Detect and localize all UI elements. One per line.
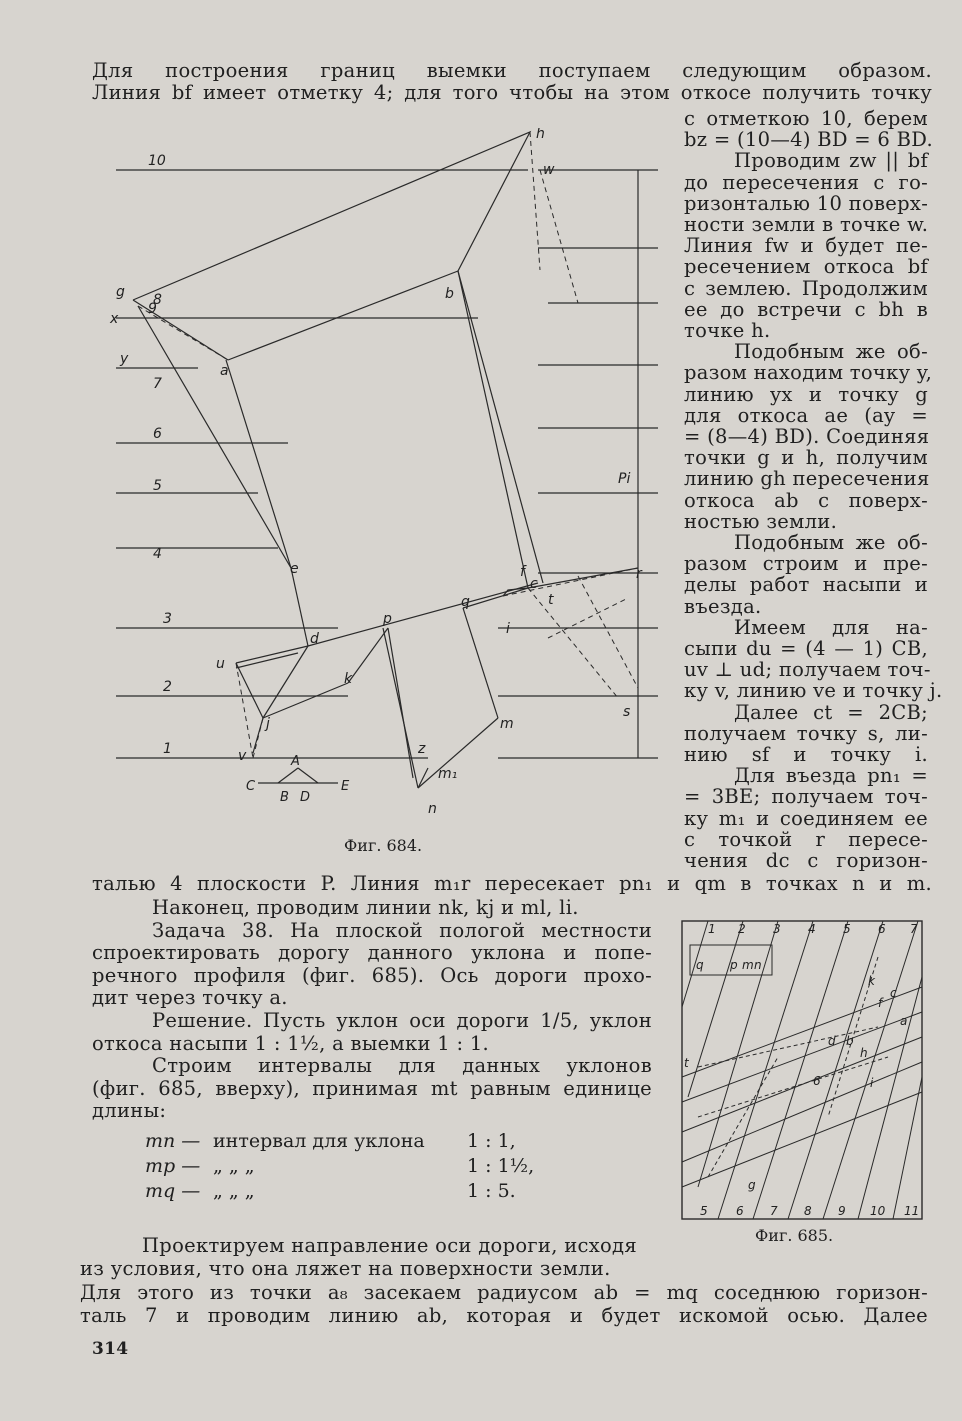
- right-column-line: с землею. Продолжим: [684, 276, 928, 300]
- scale-label: C: [246, 779, 256, 794]
- fig685-point: k: [868, 974, 875, 988]
- fig685-number: 1: [708, 922, 716, 936]
- left-column-line: Решение. Пусть уклон оси дороги 1/5, уклон: [152, 1009, 652, 1032]
- point-label: k: [344, 671, 353, 687]
- figure-684: [108, 128, 668, 848]
- point-label: a: [220, 363, 229, 379]
- right-column-line: bz = (10—4) BD = 6 BD.: [684, 128, 933, 152]
- left-column-line: дит через точку a.: [92, 986, 288, 1010]
- point-label: g: [116, 284, 125, 300]
- level-label: 2: [163, 679, 172, 695]
- fig685-number: 5: [700, 1204, 708, 1218]
- page-number: 314: [92, 1339, 129, 1359]
- point-label: w: [543, 162, 555, 178]
- fig685-point: a: [900, 1014, 908, 1028]
- level-label: 3: [163, 611, 172, 627]
- level-label: 8: [153, 292, 162, 308]
- fig685-number: 7: [770, 1204, 778, 1218]
- right-column-line: ризонталью 10 поверх-: [684, 191, 929, 215]
- point-label: u: [216, 656, 225, 672]
- plane-label: Pi: [618, 471, 631, 487]
- fig685-number: 8: [804, 1204, 812, 1218]
- right-column-line: нию sf и точку i.: [684, 743, 928, 766]
- right-column-line: Проводим zw || bf: [734, 149, 928, 173]
- text-line: таль 7 и проводим линию ab, которая и будет искомой осью. Далее: [80, 1304, 928, 1327]
- left-column-line: длины:: [92, 1099, 167, 1123]
- level-label: 7: [153, 376, 162, 392]
- formula-lhs: mp —: [145, 1155, 201, 1177]
- text-line: из условия, что она ляжет на поверхности земли.: [80, 1257, 611, 1280]
- point-label: c: [530, 576, 538, 592]
- point-label: j: [266, 716, 270, 732]
- fig685-point: d: [828, 1034, 836, 1048]
- point-label: m: [500, 716, 514, 732]
- point-label: e: [290, 561, 299, 577]
- fig685-point: 6: [813, 1074, 821, 1088]
- fig685-point: n: [754, 958, 762, 972]
- text-line: Проектируем направление оси дороги, исходя: [142, 1234, 637, 1257]
- left-column-line: Наконец, проводим линии nk, kj и ml, li.: [152, 896, 579, 919]
- text-line: Для этого из точки a₈ засекаем радиусом ab = mq соседнюю горизон-: [80, 1281, 928, 1304]
- text-line: Линия bf имеет отметку 4; для того чтобы на этом откосе получить точку: [92, 81, 932, 104]
- right-column-line: въезда.: [684, 594, 762, 618]
- formula-value: 1 : 1½,: [467, 1155, 535, 1177]
- formula-desc: интервал для уклона: [213, 1130, 425, 1152]
- fig685-number: 10: [870, 1204, 886, 1218]
- fig685-point: h: [860, 1046, 868, 1060]
- formula-desc: „ „ „: [213, 1155, 255, 1177]
- fig685-number: 5: [843, 922, 851, 936]
- point-label: y: [120, 351, 129, 367]
- point-label: z: [418, 741, 426, 757]
- right-column-line: с отметкою 10, берем: [684, 107, 928, 130]
- fig685-point: p: [730, 958, 738, 972]
- figure-685: [678, 917, 926, 1223]
- right-column-line: Далее ct = 2CB;: [734, 700, 928, 724]
- fig685-point: g: [748, 1178, 756, 1192]
- figure-caption: Фиг. 685.: [755, 1226, 834, 1245]
- right-column-line: точки g и h, получим: [684, 446, 928, 470]
- right-column-line: ностью земли.: [684, 509, 838, 533]
- right-column-line: сыпи du = (4 — 1) CB,: [684, 637, 928, 660]
- text-line: Для построения границ выемки поступаем следующим образом.: [92, 59, 932, 82]
- fig685-number: 3: [773, 922, 781, 936]
- right-column-line: чения dc с горизон-: [684, 849, 928, 872]
- formula-lhs: mq —: [145, 1180, 201, 1202]
- point-label: r: [636, 566, 642, 582]
- right-column-line: для откоса ae (ay =: [684, 403, 928, 427]
- right-column-line: линию yx и точку g: [684, 382, 928, 406]
- fig685-number: 9: [838, 1204, 846, 1218]
- left-column-line: речного профиля (фиг. 685). Ось дороги прохо-: [92, 963, 652, 987]
- point-label: m₁: [438, 766, 458, 782]
- right-column-line: Линия fw и будет пе-: [684, 234, 928, 258]
- right-column-line: получаем точку s, ли-: [684, 721, 928, 745]
- left-column-line: откоса насыпи 1 : 1½, а выемки 1 : 1.: [92, 1031, 490, 1055]
- formula-value: 1 : 5.: [467, 1180, 516, 1202]
- point-label: f: [520, 564, 525, 580]
- figure-caption: Фиг. 684.: [344, 836, 423, 855]
- fig685-number: 6: [878, 922, 886, 936]
- point-label: x: [110, 311, 119, 327]
- point-label: n: [428, 801, 437, 817]
- right-column-line: делы работ насыпи и: [684, 573, 928, 597]
- scale-label: E: [341, 779, 350, 794]
- fig685-number: 2: [738, 922, 746, 936]
- right-column-line: ресечением откоса bf: [684, 255, 928, 279]
- level-label: 5: [153, 478, 162, 494]
- fig685-point: c: [890, 986, 897, 1000]
- fig685-point: q: [696, 958, 704, 972]
- scale-label: B: [280, 790, 289, 805]
- left-column-line: спроектировать дорогу данного уклона и попе-: [92, 941, 652, 965]
- formula-lhs: mn —: [145, 1130, 201, 1152]
- left-column-line: Задача 38. На плоской пологой местности: [152, 918, 652, 942]
- fig685-number: 4: [808, 922, 816, 936]
- fig685-number: 11: [904, 1204, 920, 1218]
- level-label: 6: [153, 426, 162, 442]
- level-label: 9: [148, 301, 157, 317]
- right-column-line: ку v, линию ve и точку j.: [684, 679, 943, 703]
- fig685-point: i: [870, 1076, 874, 1090]
- right-column-line: разом строим и пре-: [684, 552, 928, 576]
- right-column-line: uv ⊥ ud; получаем точ-: [684, 658, 931, 682]
- fig685-point: t: [684, 1056, 689, 1070]
- formula-value: 1 : 1,: [467, 1130, 516, 1152]
- right-column-line: с точкой r пересе-: [684, 827, 928, 851]
- point-label: h: [536, 128, 545, 142]
- level-label: 10: [148, 153, 166, 169]
- point-label: i: [506, 621, 510, 637]
- point-label: s: [623, 704, 631, 720]
- text-line: талью 4 плоскости P. Линия m₁r пересекает pn₁ и qm в точках n и m.: [92, 872, 932, 895]
- fig685-number: 6: [736, 1204, 744, 1218]
- point-label: d: [310, 631, 319, 647]
- right-column-line: точке h.: [684, 319, 771, 342]
- right-column-line: Имеем для на-: [734, 615, 928, 639]
- right-column-line: до пересечения с го-: [684, 170, 928, 194]
- left-column-line: Строим интервалы для данных уклонов: [152, 1054, 652, 1078]
- right-column-line: ее до встречи с bh в: [684, 297, 928, 321]
- point-label: p: [383, 611, 392, 627]
- right-column-line: ности земли в точке w.: [684, 213, 929, 236]
- right-column-line: ку m₁ и соединяем ее: [684, 806, 928, 830]
- level-label: 1: [163, 741, 172, 757]
- scale-label: A: [291, 754, 300, 769]
- formula-desc: „ „ „: [213, 1180, 255, 1202]
- point-label: t: [548, 592, 554, 608]
- left-column-line: (фиг. 685, вверху), принимая mt равным единице: [92, 1076, 652, 1100]
- fig685-point: b: [846, 1034, 854, 1048]
- fig685-point: f: [878, 996, 883, 1010]
- fig685-number: 7: [910, 922, 918, 936]
- right-column-line: = (8—4) BD). Соединяя: [684, 425, 930, 448]
- point-label: b: [445, 286, 454, 302]
- level-label: 4: [153, 546, 162, 562]
- scale-label: D: [300, 790, 311, 805]
- right-column-line: линию gh пересечения: [684, 467, 930, 491]
- fig685-point: m: [742, 958, 754, 972]
- right-column-line: Подобным же об-: [734, 531, 928, 554]
- point-label: v: [238, 748, 247, 764]
- right-column-line: Для въезда pn₁ =: [734, 764, 928, 788]
- right-column-line: = 3BE; получаем точ-: [684, 785, 928, 809]
- right-column-line: разом находим точку y,: [684, 361, 933, 385]
- right-column-line: Подобным же об-: [734, 340, 928, 364]
- point-label: q: [461, 594, 470, 610]
- right-column-line: откоса ab с поверх-: [684, 488, 928, 512]
